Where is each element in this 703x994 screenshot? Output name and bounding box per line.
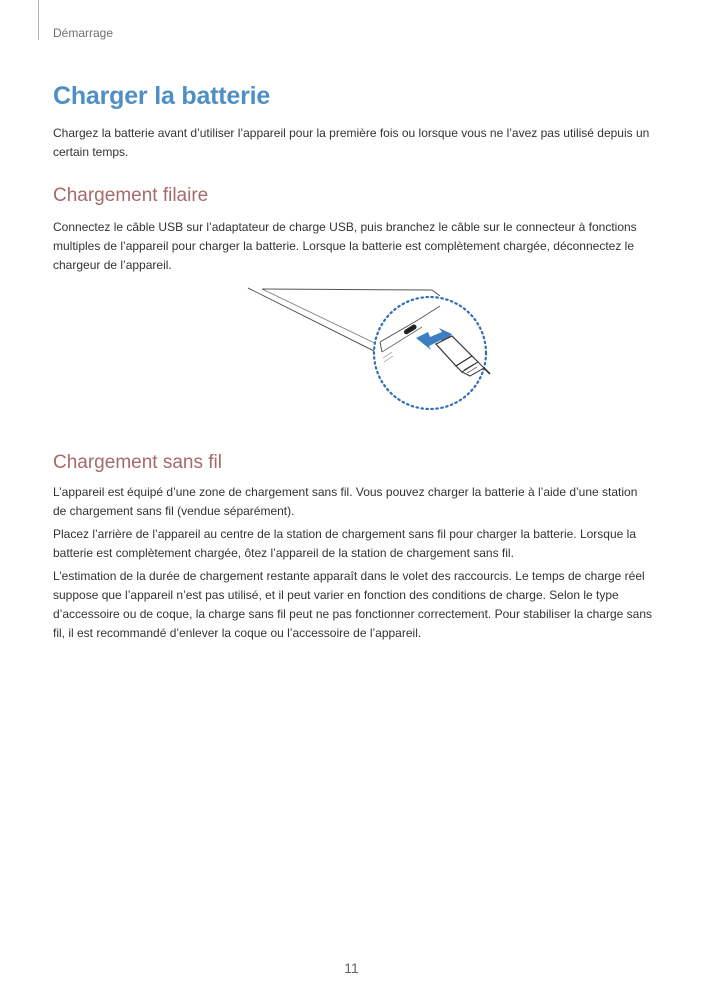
page-title: Charger la batterie: [53, 82, 271, 110]
wired-paragraph: Connectez le câble USB sur l’adaptateur de charge USB, puis branchez le câble sur le connecteur à fonctions multiples de l’appareil pour charger la batterie. Lorsque la batterie est complètement chargée, déconnectez le chargeur de l’appareil.: [53, 220, 637, 272]
wireless-heading: Chargement sans fil: [53, 452, 222, 473]
header-divider: [38, 0, 39, 40]
wireless-paragraph-1: L’appareil est équipé d’une zone de chargement sans fil. Vous pouvez charger la batterie à l’aide d’une station de chargement sans fil (vendue séparément).: [53, 485, 638, 518]
charging-illustration: [240, 282, 500, 422]
page-number: 11: [344, 960, 359, 976]
wired-heading: Chargement filaire: [53, 185, 209, 206]
intro-paragraph: Chargez la batterie avant d’utiliser l’appareil pour la première fois ou lorsque vous ne l’avez pas utilisé depuis un certain temps.: [53, 126, 650, 159]
section-label: Démarrage: [53, 26, 114, 40]
wireless-paragraph-2: Placez l’arrière de l’appareil au centre de la station de chargement sans fil pour charger la batterie. Lorsque la batterie est complètement chargée, ôtez l’appareil de la station de chargement sans fil.: [53, 527, 636, 560]
wireless-paragraph-3: L’estimation de la durée de chargement restante apparaît dans le volet des raccourcis. Le temps de charge réel suppose que l’appareil n’est pas utilisé, et il peut varier en fonction des conditions de charge. Selon le type d’accessoire ou de coque, la charge sans fil peut ne pas fonctionner correctement. Pour stabiliser la charge sans fil, il est recommandé d’enlever la coque ou l’accessoire de l’appareil.: [53, 569, 653, 640]
